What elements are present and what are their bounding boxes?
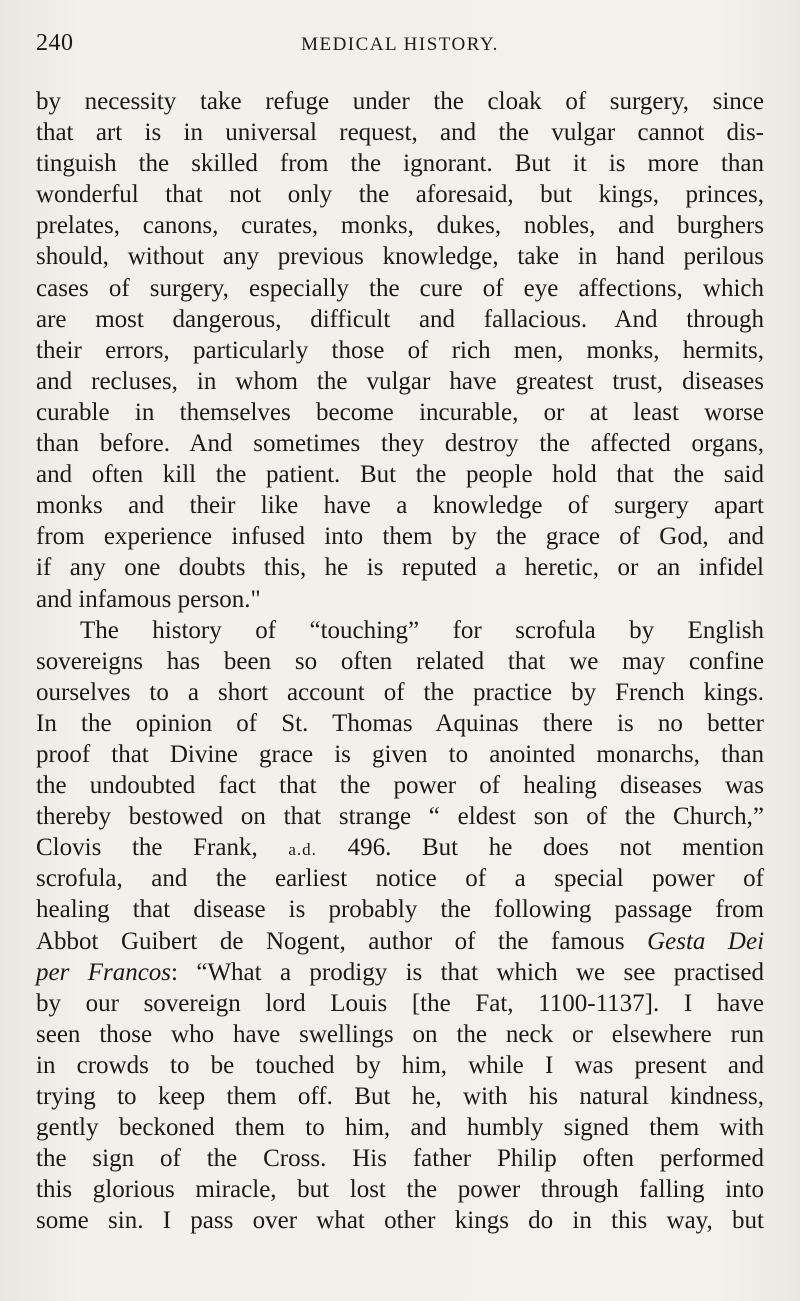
text-line: ourselves to a short account of the practice by French kings. xyxy=(36,678,764,706)
clovis-text-after: 496. But he does not mention xyxy=(316,834,764,862)
text-line: from experience infused into them by the grace of God, and xyxy=(36,523,764,551)
text-line: gently beckoned them to him, and humbly signed them with xyxy=(36,1114,764,1142)
text-line: their errors, particularly those of rich men, monks, hermits, xyxy=(36,336,764,364)
text-line: curable in themselves become incurable, or at least worse xyxy=(36,398,764,426)
text-line-guibert xyxy=(36,926,764,957)
text-line: prelates, canons, curates, monks, dukes, nobles, and burghers xyxy=(36,212,764,240)
text-line: and infamous person." xyxy=(36,585,261,613)
clovis-text-before: Clovis the Frank, xyxy=(36,834,289,862)
quote-opening: : “What a prodigy is that which we see practised xyxy=(171,958,764,986)
per-francos-title: per Francos xyxy=(36,958,172,986)
anno-domini-smallcaps: a.d. xyxy=(288,840,317,860)
text-line: trying to keep them off. But he, with his natural kindness, xyxy=(36,1083,764,1110)
text-line: are most dangerous, difficult and fallacious. And through xyxy=(36,305,764,333)
text-line: monks and their like have a knowledge of surgery apart xyxy=(36,492,764,520)
text-line: by necessity take refuge under the cloak of surgery, since xyxy=(36,88,764,115)
text-line: this glorious miracle, but lost the power through falling into xyxy=(36,1176,764,1204)
text-line: seen those who have swellings on the neck or elsewhere run xyxy=(36,1020,764,1048)
text-line: in crowds to be touched by him, while I was present and xyxy=(36,1051,764,1079)
text-line: the sign of the Cross. His father Philip often performed xyxy=(36,1145,764,1173)
text-line: and recluses, in whom the vulgar have greatest trust, diseases xyxy=(36,367,764,395)
text-line: proof that Divine grace is given to anointed monarchs, than xyxy=(36,740,764,768)
text-line: wonderful that not only the aforesaid, but kings, princes, xyxy=(36,181,764,209)
text-line: by our sovereign lord Louis [the Fat, 1100-1137]. I have xyxy=(36,989,764,1017)
text-line-clovis xyxy=(36,832,764,863)
text-line: thereby bestowed on that strange “ eldest son of the Church,” xyxy=(36,803,764,831)
text-line: and often kill the patient. But the people hold that the said xyxy=(36,461,764,489)
text-line: healing that disease is probably the following passage from xyxy=(36,896,764,924)
text-line: tinguish the skilled from the ignorant. But it is more than xyxy=(36,150,764,178)
text-line: that art is in universal request, and the vulgar cannot dis- xyxy=(36,119,764,147)
running-head: MEDICAL HISTORY. xyxy=(301,34,499,55)
text-line: cases of surgery, especially the cure of eye affections, which xyxy=(36,274,764,302)
text-line: scrofula, and the earliest notice of a special power of xyxy=(36,865,764,893)
guibert-text: Abbot Guibert de Nogent, author of the famous xyxy=(36,927,625,955)
page-header xyxy=(36,30,764,64)
paragraph-first-line: The history of “touching” for scrofula by English xyxy=(80,616,764,644)
text-line: should, without any previous knowledge, take in hand perilous xyxy=(36,243,764,271)
text-line: if any one doubts this, he is reputed a heretic, or an infidel xyxy=(36,554,764,582)
gesta-dei-title: Gesta Dei xyxy=(647,927,765,955)
text-line-per-francos xyxy=(36,957,764,988)
page-number: 240 xyxy=(36,30,74,56)
text-line: In the opinion of St. Thomas Aquinas there is no better xyxy=(36,709,764,737)
text-line: the undoubted fact that the power of healing diseases was xyxy=(36,772,764,800)
text-line: than before. And sometimes they destroy the affected organs, xyxy=(36,430,764,458)
text-line: some sin. I pass over what other kings do in this way, but xyxy=(36,1207,764,1235)
body-text xyxy=(36,86,764,1236)
text-line: sovereigns has been so often related that we may confine xyxy=(36,647,764,675)
